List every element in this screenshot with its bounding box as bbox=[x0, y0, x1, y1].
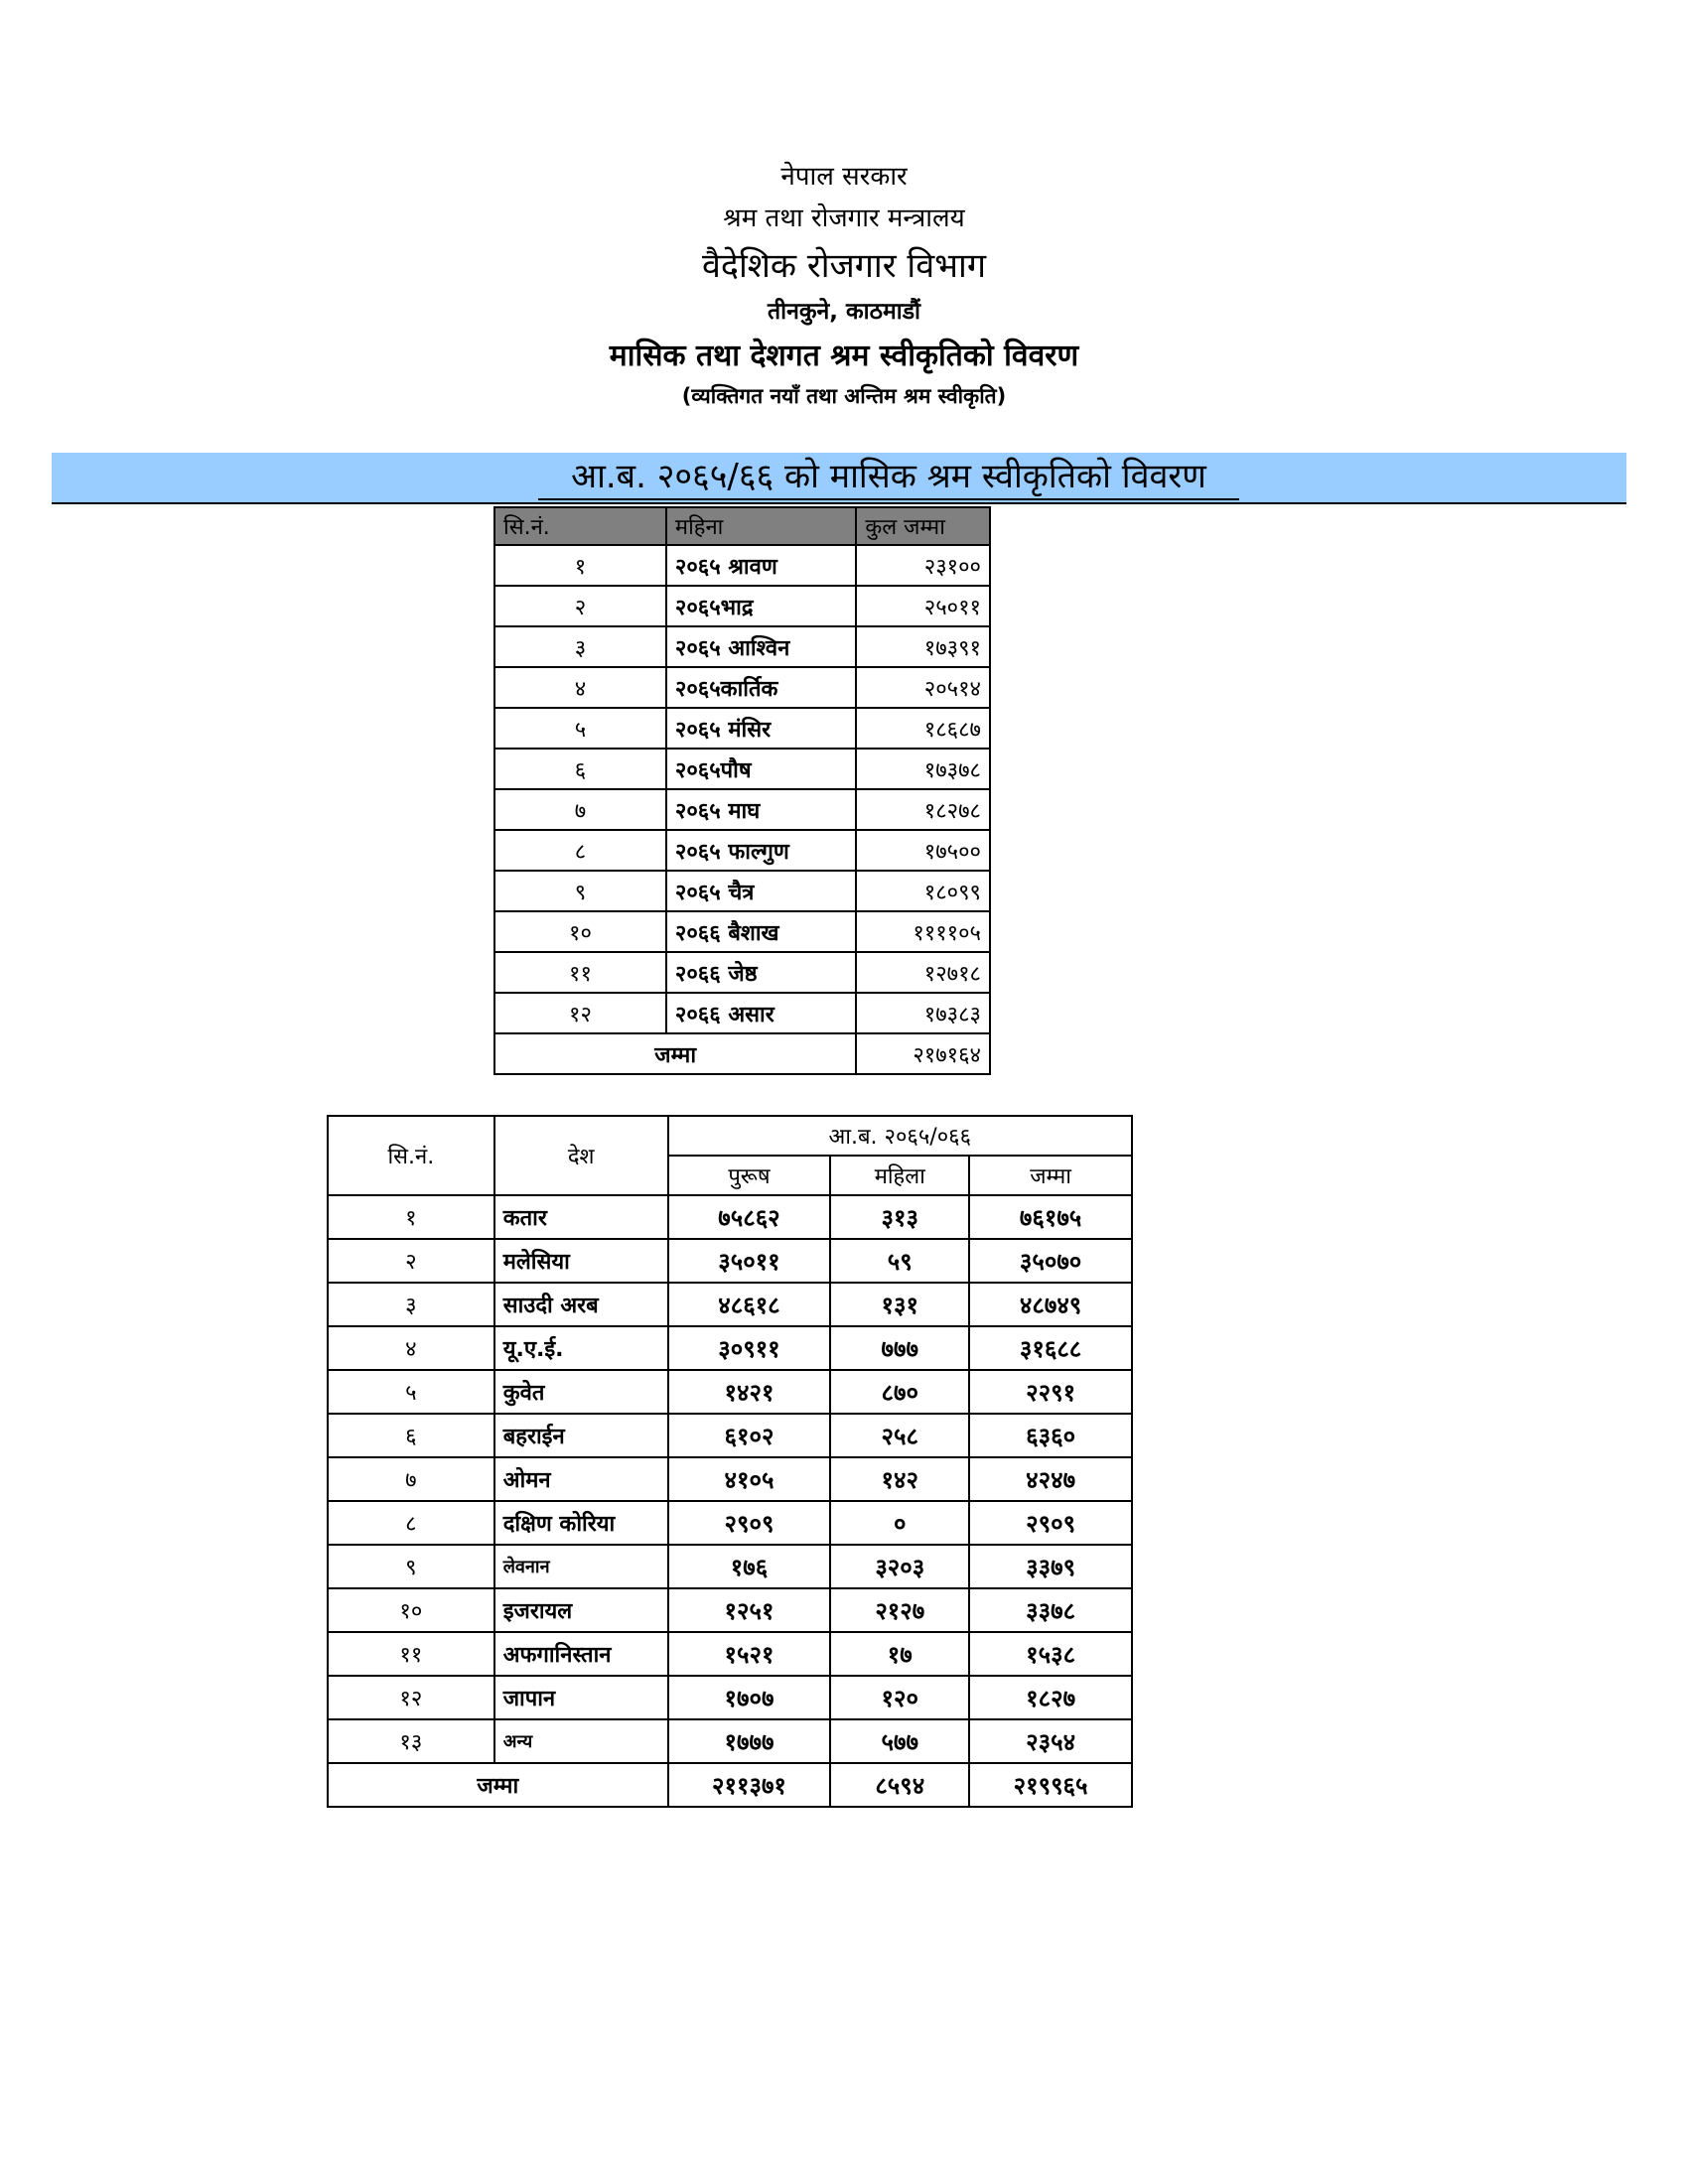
country-row bbox=[328, 1719, 1132, 1763]
row-sn: ९ bbox=[328, 1545, 494, 1588]
row-country: यू.ए.ई. bbox=[494, 1326, 668, 1370]
row-sn: ६ bbox=[328, 1414, 494, 1457]
row-male: ३५०११ bbox=[668, 1239, 831, 1283]
row-country: अफगानिस्तान bbox=[494, 1632, 668, 1676]
monthly-row bbox=[494, 911, 990, 952]
row-month: २०६५कार्तिक bbox=[666, 667, 856, 708]
row-month: २०६५पौष bbox=[666, 749, 856, 789]
section-title: आ.ब. २०६५/६६ को मासिक श्रम स्वीकृतिको विवरण bbox=[538, 455, 1239, 500]
monthly-row bbox=[494, 626, 990, 667]
total-male: २११३७१ bbox=[668, 1763, 831, 1807]
row-sn: ११ bbox=[494, 952, 666, 993]
monthly-table bbox=[493, 506, 991, 1075]
row-total: १२७१८ bbox=[856, 952, 990, 993]
row-country: साउदी अरब bbox=[494, 1283, 668, 1326]
row-female: ८७० bbox=[830, 1370, 969, 1414]
row-male: ७५८६२ bbox=[668, 1195, 831, 1239]
ministry-name: श्रम तथा रोजगार मन्त्रालय bbox=[723, 204, 965, 233]
monthly-row bbox=[494, 789, 990, 830]
header-sn: सि.नं. bbox=[494, 507, 666, 545]
header-female: महिला bbox=[830, 1156, 969, 1195]
header-country: देश bbox=[494, 1116, 668, 1195]
row-total: ३१६८८ bbox=[969, 1326, 1132, 1370]
row-country: कुवेत bbox=[494, 1370, 668, 1414]
row-male: ४१०५ bbox=[668, 1457, 831, 1501]
row-total: ६३६० bbox=[969, 1414, 1132, 1457]
row-total: १५३८ bbox=[969, 1632, 1132, 1676]
header-total: कुल जम्मा bbox=[856, 507, 990, 545]
row-sn: ५ bbox=[494, 708, 666, 749]
country-row bbox=[328, 1545, 1132, 1588]
row-total: २५०११ bbox=[856, 586, 990, 626]
row-month: २०६६ जेष्ठ bbox=[666, 952, 856, 993]
row-male: १७६ bbox=[668, 1545, 831, 1588]
monthly-total-value: २१७१६४ bbox=[856, 1033, 990, 1074]
row-total: ४८७४९ bbox=[969, 1283, 1132, 1326]
country-table bbox=[327, 1115, 1133, 1808]
monthly-total-label: जम्मा bbox=[494, 1033, 856, 1074]
row-country: मलेसिया bbox=[494, 1239, 668, 1283]
row-sn: ४ bbox=[494, 667, 666, 708]
section-band bbox=[52, 453, 1626, 504]
total-female: ८५९४ bbox=[830, 1763, 969, 1807]
address: तीनकुने, काठमाडौं bbox=[768, 299, 920, 325]
row-country: कतार bbox=[494, 1195, 668, 1239]
row-total: ३५०७० bbox=[969, 1239, 1132, 1283]
row-female: १७ bbox=[830, 1632, 969, 1676]
country-row bbox=[328, 1632, 1132, 1676]
row-sn: ८ bbox=[328, 1501, 494, 1545]
row-sn: ११ bbox=[328, 1632, 494, 1676]
row-total: १७३९१ bbox=[856, 626, 990, 667]
row-month: २०६५ मंसिर bbox=[666, 708, 856, 749]
row-sn: २ bbox=[494, 586, 666, 626]
row-sn: १३ bbox=[328, 1719, 494, 1763]
row-total: ४२४७ bbox=[969, 1457, 1132, 1501]
row-total: १७३७८ bbox=[856, 749, 990, 789]
monthly-row bbox=[494, 708, 990, 749]
row-female: ५९ bbox=[830, 1239, 969, 1283]
row-male: १४२१ bbox=[668, 1370, 831, 1414]
row-country: इजरायल bbox=[494, 1588, 668, 1632]
row-total: ३३७९ bbox=[969, 1545, 1132, 1588]
row-month: २०६६ बैशाख bbox=[666, 911, 856, 952]
row-male: १७७७ bbox=[668, 1719, 831, 1763]
row-female: ७७७ bbox=[830, 1326, 969, 1370]
row-total: ७६१७५ bbox=[969, 1195, 1132, 1239]
row-sn: १ bbox=[494, 545, 666, 586]
country-row bbox=[328, 1501, 1132, 1545]
header-year: आ.ब. २०६५/०६६ bbox=[668, 1116, 1132, 1156]
report-title: मासिक तथा देशगत श्रम स्वीकृतिको विवरण bbox=[609, 339, 1079, 373]
row-sn: ६ bbox=[494, 749, 666, 789]
header-month: महिना bbox=[666, 507, 856, 545]
monthly-row bbox=[494, 952, 990, 993]
row-female: ० bbox=[830, 1501, 969, 1545]
row-male: ६१०२ bbox=[668, 1414, 831, 1457]
row-country: ओमन bbox=[494, 1457, 668, 1501]
row-male: ४८६१८ bbox=[668, 1283, 831, 1326]
row-sn: ३ bbox=[328, 1283, 494, 1326]
row-sn: ४ bbox=[328, 1326, 494, 1370]
row-total: १७५०० bbox=[856, 830, 990, 871]
country-row bbox=[328, 1457, 1132, 1501]
country-row bbox=[328, 1326, 1132, 1370]
total-total: २१९९६५ bbox=[969, 1763, 1132, 1807]
row-female: ५७७ bbox=[830, 1719, 969, 1763]
row-male: ३०९११ bbox=[668, 1326, 831, 1370]
row-total: २९०९ bbox=[969, 1501, 1132, 1545]
row-country: बहराईन bbox=[494, 1414, 668, 1457]
header-sn: सि.नं. bbox=[328, 1116, 494, 1195]
monthly-row bbox=[494, 993, 990, 1033]
row-total: १८२७८ bbox=[856, 789, 990, 830]
country-row bbox=[328, 1283, 1132, 1326]
row-total: ११११०५ bbox=[856, 911, 990, 952]
row-sn: ७ bbox=[494, 789, 666, 830]
row-female: २१२७ bbox=[830, 1588, 969, 1632]
monthly-row bbox=[494, 667, 990, 708]
row-month: २०६६ असार bbox=[666, 993, 856, 1033]
row-sn: ८ bbox=[494, 830, 666, 871]
country-row bbox=[328, 1676, 1132, 1719]
monthly-row bbox=[494, 830, 990, 871]
row-female: ३१३ bbox=[830, 1195, 969, 1239]
row-male: १५२१ bbox=[668, 1632, 831, 1676]
row-total: १८६८७ bbox=[856, 708, 990, 749]
row-female: १४२ bbox=[830, 1457, 969, 1501]
row-sn: १ bbox=[328, 1195, 494, 1239]
row-total: १७३८३ bbox=[856, 993, 990, 1033]
row-total: ३३७८ bbox=[969, 1588, 1132, 1632]
row-month: २०६५ माघ bbox=[666, 789, 856, 830]
country-row bbox=[328, 1370, 1132, 1414]
row-male: २९०९ bbox=[668, 1501, 831, 1545]
row-female: १२० bbox=[830, 1676, 969, 1719]
monthly-row bbox=[494, 545, 990, 586]
monthly-total-row bbox=[494, 1033, 990, 1074]
row-male: १७०७ bbox=[668, 1676, 831, 1719]
monthly-row bbox=[494, 871, 990, 911]
row-total: २२९१ bbox=[969, 1370, 1132, 1414]
report-subtitle: (व्यक्तिगत नयाँ तथा अन्तिम श्रम स्वीकृति) bbox=[681, 384, 1007, 408]
row-sn: १२ bbox=[494, 993, 666, 1033]
department-name: वैदेशिक रोजगार विभाग bbox=[702, 246, 986, 286]
row-country: लेवनान bbox=[494, 1545, 668, 1588]
row-female: २५८ bbox=[830, 1414, 969, 1457]
row-sn: ९ bbox=[494, 871, 666, 911]
header-total: जम्मा bbox=[969, 1156, 1132, 1195]
row-sn: ७ bbox=[328, 1457, 494, 1501]
row-sn: १० bbox=[494, 911, 666, 952]
header-male: पुरूष bbox=[668, 1156, 831, 1195]
country-row bbox=[328, 1195, 1132, 1239]
row-sn: ३ bbox=[494, 626, 666, 667]
country-header-row-1 bbox=[328, 1116, 1132, 1156]
row-month: २०६५ चैत्र bbox=[666, 871, 856, 911]
country-total-label: जम्मा bbox=[328, 1763, 668, 1807]
row-female: १३१ bbox=[830, 1283, 969, 1326]
row-total: १८०९९ bbox=[856, 871, 990, 911]
row-sn: १० bbox=[328, 1588, 494, 1632]
row-month: २०६५भाद्र bbox=[666, 586, 856, 626]
country-total-row bbox=[328, 1763, 1132, 1807]
row-sn: २ bbox=[328, 1239, 494, 1283]
row-total: २०५१४ bbox=[856, 667, 990, 708]
row-month: २०६५ श्रावण bbox=[666, 545, 856, 586]
row-country: अन्य bbox=[494, 1719, 668, 1763]
monthly-header-row bbox=[494, 507, 990, 545]
row-sn: ५ bbox=[328, 1370, 494, 1414]
country-row bbox=[328, 1588, 1132, 1632]
row-total: १८२७ bbox=[969, 1676, 1132, 1719]
row-month: २०६५ फाल्गुण bbox=[666, 830, 856, 871]
row-male: १२५१ bbox=[668, 1588, 831, 1632]
row-country: जापान bbox=[494, 1676, 668, 1719]
monthly-row bbox=[494, 586, 990, 626]
country-row bbox=[328, 1239, 1132, 1283]
row-month: २०६५ आश्विन bbox=[666, 626, 856, 667]
country-row bbox=[328, 1414, 1132, 1457]
row-country: दक्षिण कोरिया bbox=[494, 1501, 668, 1545]
row-female: ३२०३ bbox=[830, 1545, 969, 1588]
govt-name: नेपाल सरकार bbox=[780, 162, 908, 192]
row-total: २३१०० bbox=[856, 545, 990, 586]
row-total: २३५४ bbox=[969, 1719, 1132, 1763]
monthly-row bbox=[494, 749, 990, 789]
row-sn: १२ bbox=[328, 1676, 494, 1719]
